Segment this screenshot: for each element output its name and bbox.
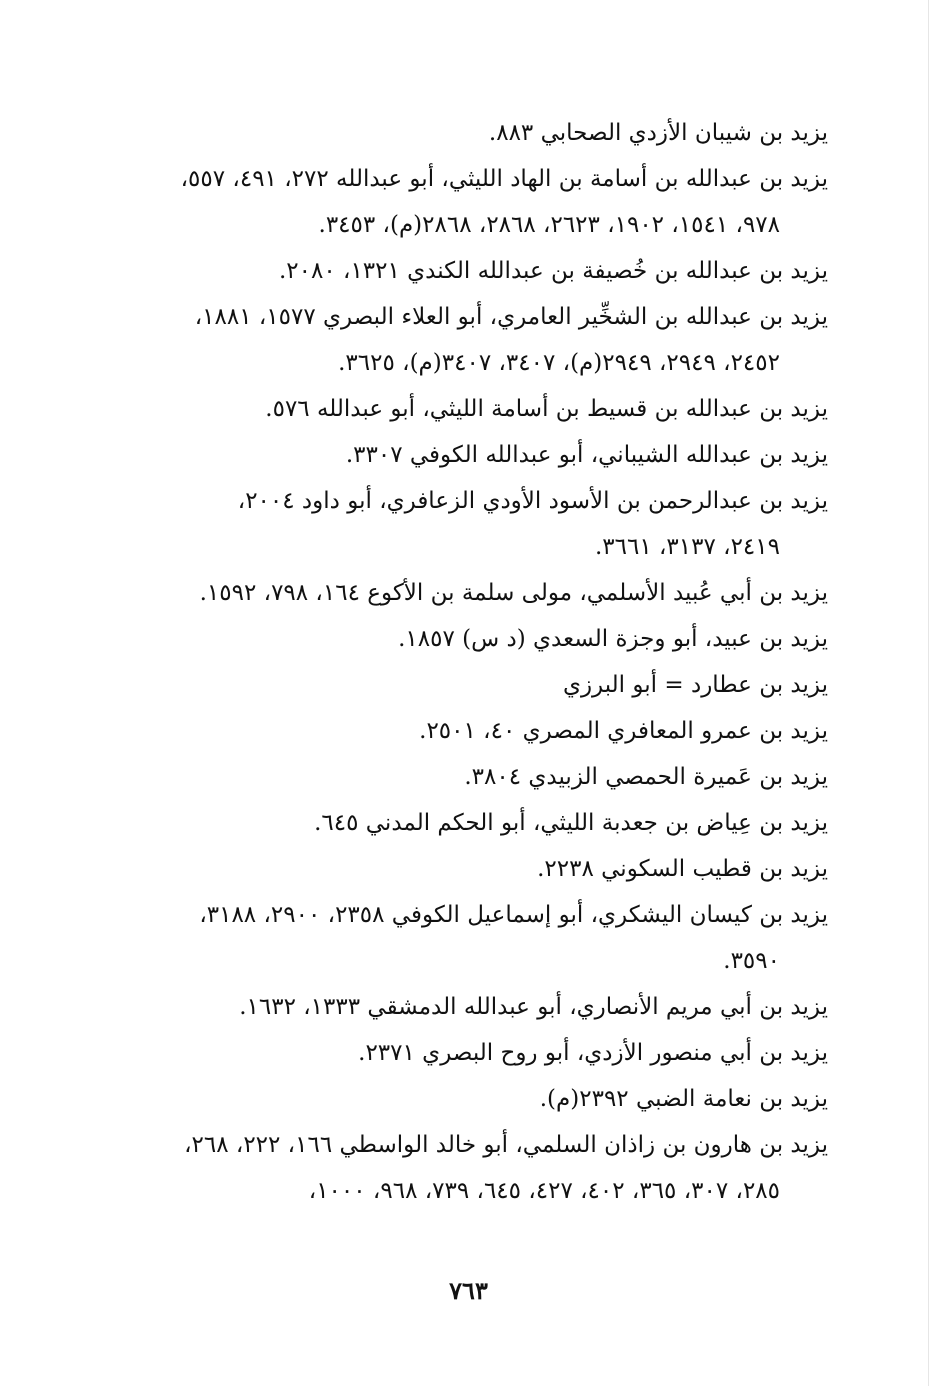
entry-line: يزيد بن نعامة الضبي ٢٣٩٢(م). bbox=[539, 1086, 828, 1112]
index-entry bbox=[120, 1122, 828, 1214]
page-number: ٧٦٣ bbox=[449, 1276, 488, 1305]
index-entry bbox=[120, 708, 828, 754]
index-entry bbox=[120, 1030, 828, 1076]
index-entries bbox=[120, 110, 828, 1214]
index-entry bbox=[120, 294, 828, 386]
index-entry bbox=[120, 892, 828, 984]
index-entry bbox=[120, 1076, 828, 1122]
index-entry bbox=[120, 984, 828, 1030]
index-entry bbox=[120, 432, 828, 478]
index-entry bbox=[120, 478, 828, 570]
entry-continuation-line: ٢٨٥، ٣٠٧، ٣٦٥، ٤٠٢، ٤٢٧، ٦٤٥، ٧٣٩، ٩٦٨، ١٠٠٠، bbox=[308, 1178, 780, 1204]
page-edge-line bbox=[928, 0, 929, 1386]
entry-line: يزيد بن عِياض بن جعدبة الليثي، أبو الحكم المدني ٦٤٥. bbox=[314, 810, 828, 836]
entry-line: يزيد بن أبي عُبيد الأسلمي، مولى سلمة بن الأكوع ١٦٤، ٧٩٨، ١٥٩٢. bbox=[199, 580, 828, 606]
entry-line: يزيد بن عبدالله بن خُصيفة بن عبدالله الكندي ١٣٢١، ٢٠٨٠. bbox=[278, 258, 828, 284]
entry-line: يزيد بن شيبان الأزدي الصحابي ٨٨٣. bbox=[488, 120, 828, 146]
index-entry bbox=[120, 248, 828, 294]
entry-line: يزيد بن عطارد = أبو البرزي bbox=[562, 672, 828, 698]
entry-line: يزيد بن عبدالله الشيباني، أبو عبدالله الكوفي ٣٣٠٧. bbox=[345, 442, 828, 468]
index-entry bbox=[120, 570, 828, 616]
entry-line: يزيد بن عبيد، أبو وجزة السعدي (د س) ١٨٥٧. bbox=[398, 626, 828, 652]
entry-continuation-line: ٩٧٨، ١٥٤١، ١٩٠٢، ٢٦٢٣، ٢٨٦٨، ٢٨٦٨(م)، ٣٤٥٣. bbox=[318, 212, 780, 238]
index-entry bbox=[120, 800, 828, 846]
index-entry bbox=[120, 156, 828, 248]
index-entry bbox=[120, 754, 828, 800]
entry-continuation-line: ٢٤٥٢، ٢٩٤٩، ٢٩٤٩(م)، ٣٤٠٧، ٣٤٠٧(م)، ٣٦٢٥. bbox=[338, 350, 780, 376]
entry-continuation-line: ٢٤١٩، ٣١٣٧، ٣٦٦١. bbox=[594, 534, 780, 560]
index-entry bbox=[120, 386, 828, 432]
entry-line: يزيد بن عبدالرحمن بن الأسود الأودي الزعافري، أبو داود ٢٠٠٤، bbox=[237, 488, 828, 514]
entry-line: يزيد بن أبي منصور الأزدي، أبو روح البصري ٢٣٧١. bbox=[358, 1040, 828, 1066]
entry-line: يزيد بن كيسان اليشكري، أبو إسماعيل الكوفي ٢٣٥٨، ٢٩٠٠، ٣١٨٨، bbox=[199, 902, 828, 928]
index-entry bbox=[120, 846, 828, 892]
entry-line: يزيد بن عبدالله بن قسيط بن أسامة الليثي، أبو عبدالله ٥٧٦. bbox=[265, 396, 828, 422]
entry-line: يزيد بن هارون بن زاذان السلمي، أبو خالد الواسطي ١٦٦، ٢٢٢، ٢٦٨، bbox=[184, 1132, 828, 1158]
entry-continuation-line: ٣٥٩٠. bbox=[723, 948, 780, 974]
index-entry bbox=[120, 110, 828, 156]
entry-line: يزيد بن عَميرة الحمصي الزبيدي ٣٨٠٤. bbox=[464, 764, 828, 790]
entry-line: يزيد بن عبدالله بن الشخِّير العامري، أبو العلاء البصري ١٥٧٧، ١٨٨١، bbox=[194, 304, 828, 330]
entry-line: يزيد بن قطيب السكوني ٢٢٣٨. bbox=[537, 856, 828, 882]
entry-line: يزيد بن عبدالله بن أسامة بن الهاد الليثي، أبو عبدالله ٢٧٢، ٤٩١، ٥٥٧، bbox=[180, 166, 828, 192]
entry-line: يزيد بن عمرو المعافري المصري ٤٠، ٢٥٠١. bbox=[419, 718, 828, 744]
index-entry bbox=[120, 616, 828, 662]
entry-line: يزيد بن أبي مريم الأنصاري، أبو عبدالله الدمشقي ١٣٣٣، ١٦٣٢. bbox=[239, 994, 828, 1020]
index-entry bbox=[120, 662, 828, 708]
